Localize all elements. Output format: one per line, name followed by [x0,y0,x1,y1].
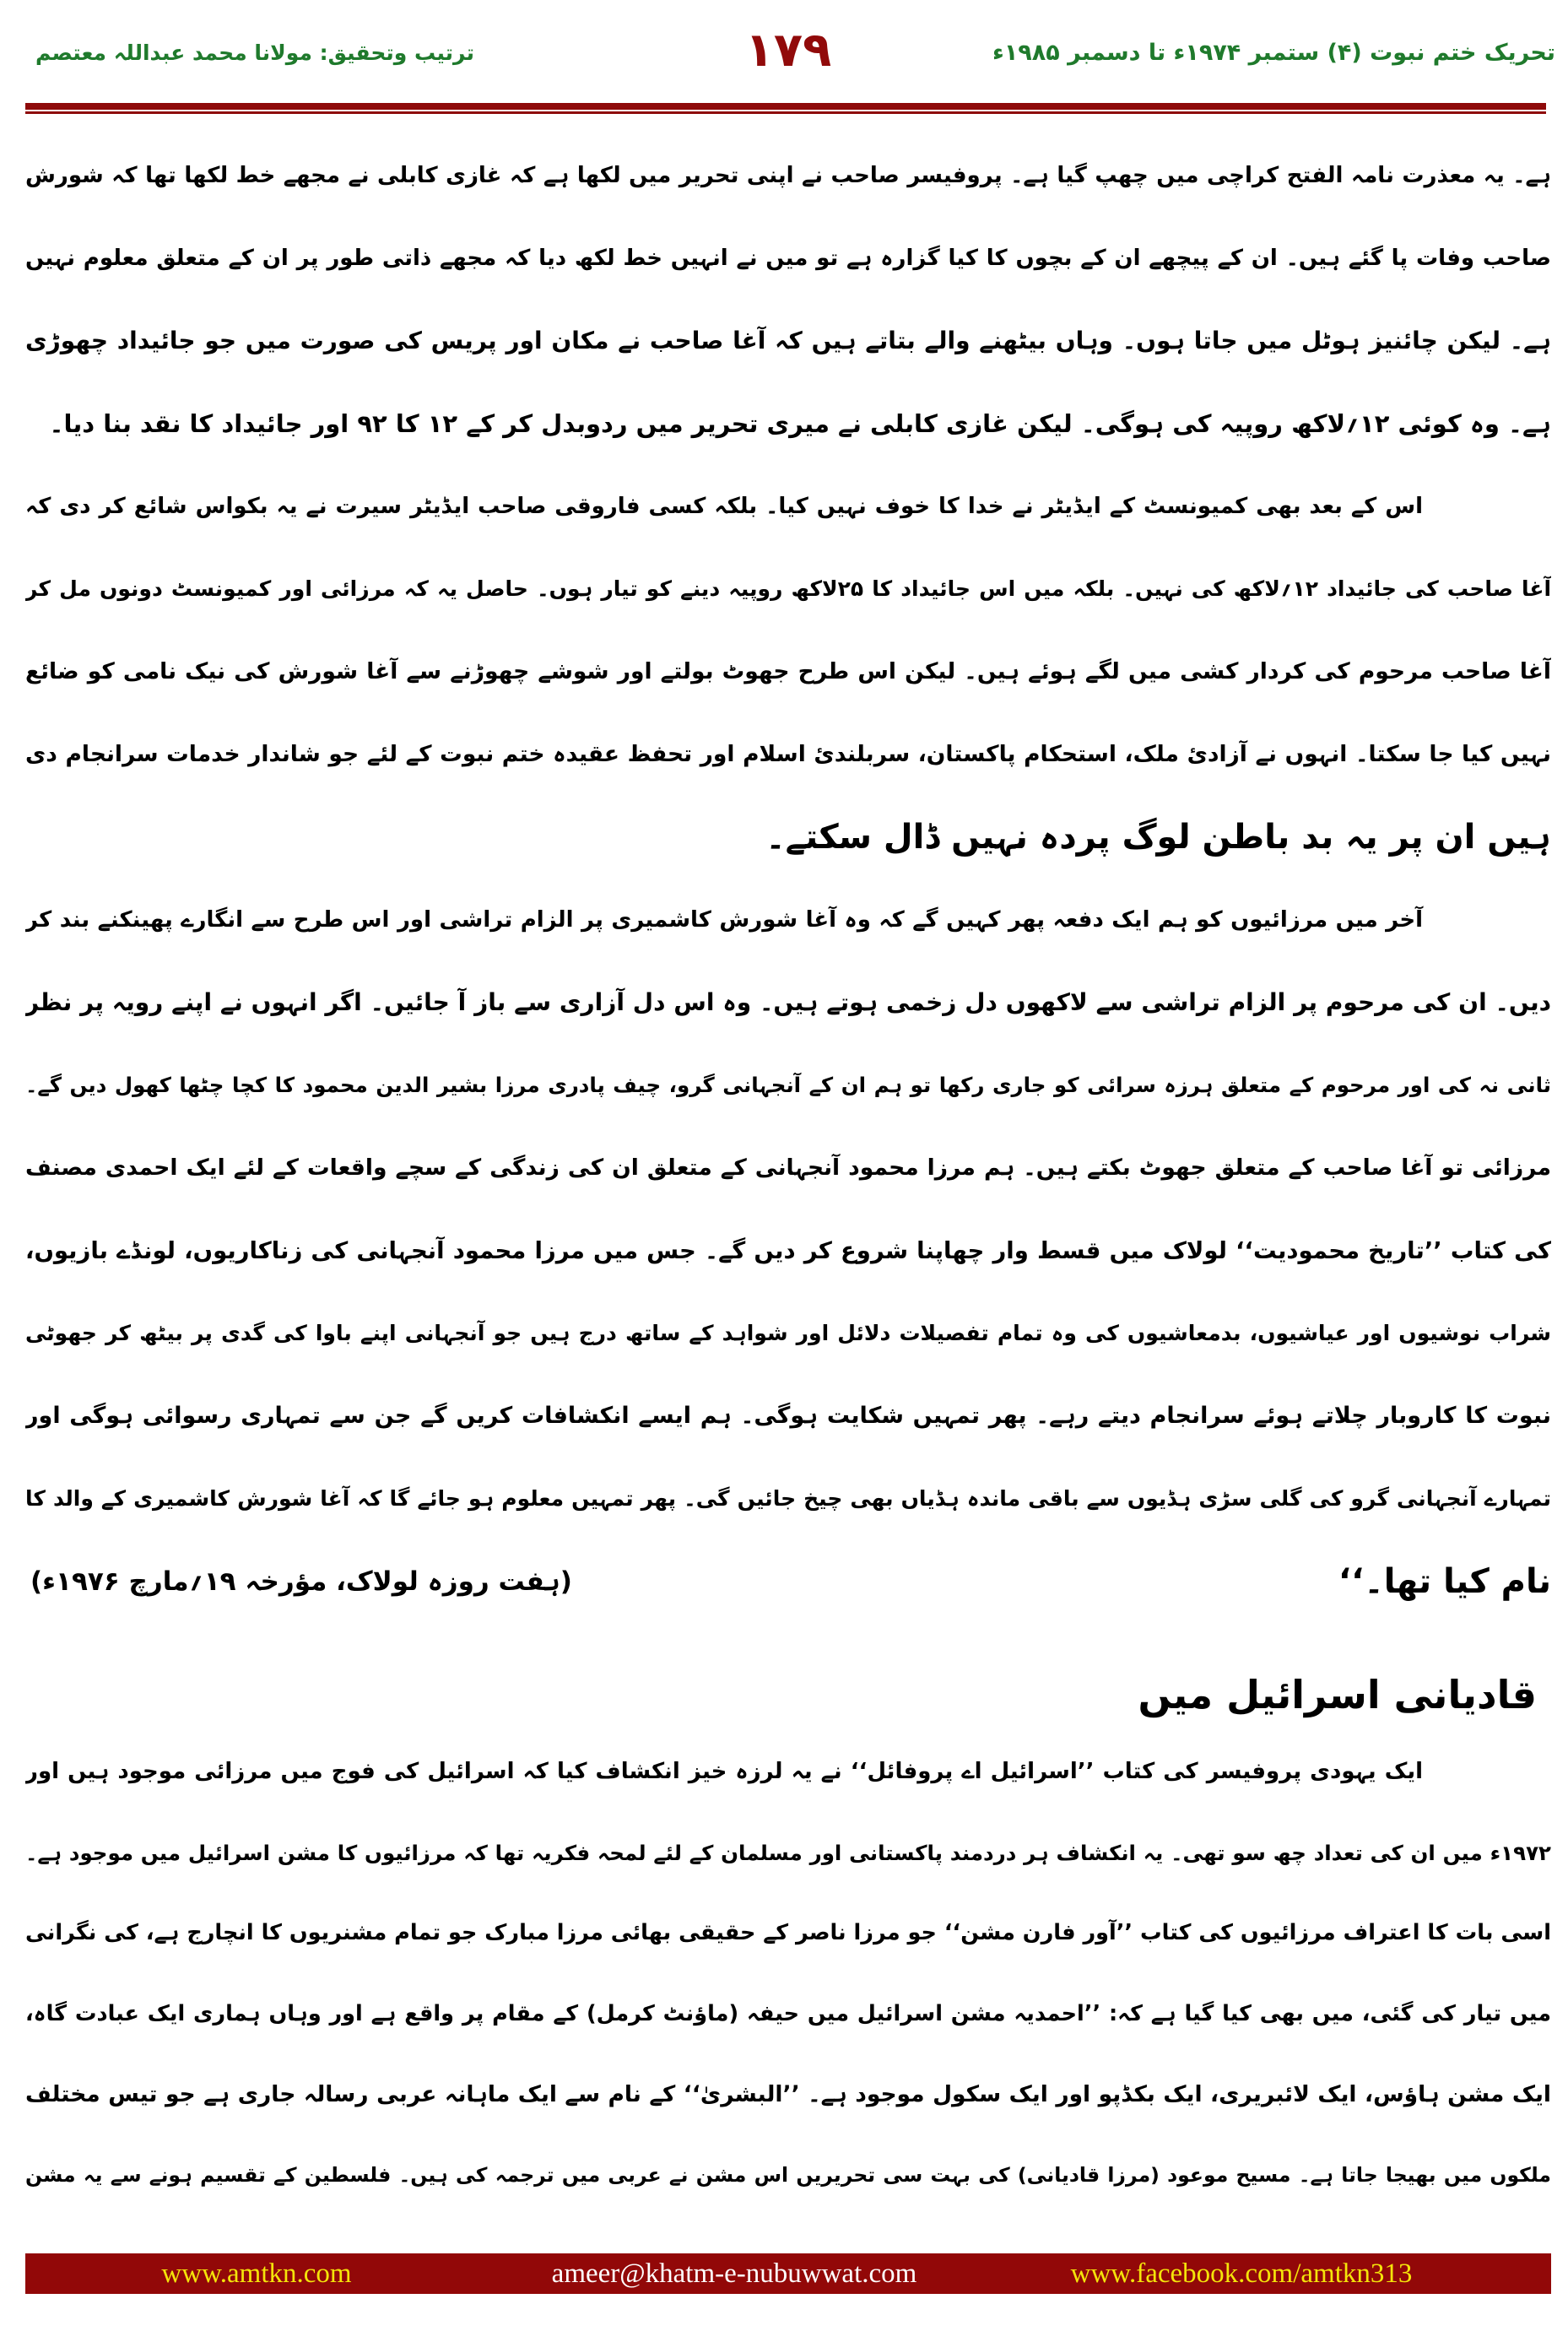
page-number: ۱۷۹ [744,23,832,78]
text-line: نبوت کا کاروبار چلاتے ہوئے سرانجام دیتے رہے۔ پھر تمہیں شکایت ہوگی۔ ہم ایسے انکشافات کریں گے جن سے تمہاری رسوائی ہوگی اور [25,1403,1551,1429]
email-link[interactable]: ameer@khatm-e-nubuwwat.com [551,2258,917,2289]
text-line: شراب نوشیوں اور عیاشیوں، بدمعاشیوں کی وہ تمام تفصیلات دلائل اور شواہد کے ساتھ درج ہیں جو آنجہانی اپنے باوا کی گدی پر بیٹھ کر جھوٹی [25,1321,1551,1345]
text-line: ہے۔ وہ کوئی ۱۲؍لاکھ روپیہ کی ہوگی۔ لیکن غازی کابلی نے میری تحریر میں ردوبدل کر کے ۱۲ کا ۹۲ اور جائیداد کا نقد بنا دیا۔ [49,409,1551,438]
text-line: ملکوں میں بھیجا جاتا ہے۔ مسیح موعود (مرزا قادیانی) کی بہت سی تحریریں اس مشن نے عربی میں ترجمہ کی ہیں۔ فلسطین کے تقسیم ہونے سے یہ مشن [25,2162,1551,2187]
body-text [25,134,1551,2215]
text-line: دیں۔ ان کی مرحوم پر الزام تراشی سے لاکھوں دل زخمی ہوتے ہیں۔ وہ اس دل آزاری سے باز آ جائیں۔ اگر انہوں نے اپنے رویہ پر نظر [25,988,1551,1016]
text-line: تمہارے آنجہانی گرو کی گلی سڑی ہڈیوں سے باقی ماندہ ہڈیاں بھی چیخ جائیں گی۔ پھر تمہیں معلوم ہو جائے گا کہ آغا شورش کاشمیری کے والد کا [25,1486,1551,1511]
text-line: صاحب وفات پا گئے ہیں۔ ان کے پیچھے ان کے بچوں کا کیا گزارہ ہے تو میں نے انہیں خط لکھ دیا کہ مجھے ذاتی طور پر ان کے متعلق معلوم نہیں [25,246,1551,271]
quote-end-text: نام کیا تھا۔‘‘ [1338,1562,1551,1601]
text-line: مرزائی تو آغا صاحب کے متعلق جھوٹ بکتے ہیں۔ ہم مرزا محمود آنجہانی کے متعلق ان کی زندگی کے سچے واقعات کے لئے ایک احمدی مصنف [25,1155,1551,1181]
text-line: ہے۔ یہ معذرت نامہ الفتح کراچی میں چھپ گیا ہے۔ پروفیسر صاحب نے اپنی تحریر میں لکھا ہے کہ غازی کابلی نے مجھے خط لکھا تھا کہ شورش [25,163,1551,188]
text-line: اسی بات کا اعتراف مرزائیوں کی کتاب ’’آور فارن مشن‘‘ جو مرزا ناصر کے حقیقی بھائی مرزا مبارک جو تمام مشنریوں کا انچارج ہے، کی نگرانی [25,1920,1551,1945]
footer-band [25,2253,1551,2294]
source-citation: (ہفت روزہ لولاک، مؤرخہ ۱۹؍مارچ ۱۹۷۶ء) [30,1566,572,1597]
text-line: ایک یہودی پروفیسر کی کتاب ’’اسرائیل اے پروفائل‘‘ نے یہ لرزہ خیز انکشاف کیا کہ اسرائیل کی فوج میں مرزائی موجود ہیں اور [25,1759,1423,1784]
text-line: ثانی نہ کی اور مرحوم کے متعلق ہرزہ سرائی کو جاری رکھا تو ہم ان کے آنجہانی گرو، چیف پادری مرزا بشیر الدین محمود کا کچا چٹھا کھول دیں گے۔ [25,1073,1551,1097]
text-line: آخر میں مرزائیوں کو ہم ایک دفعہ پھر کہیں گے کہ وہ آغا شورش کاشمیری پر الزام تراشی اور اس طرح سے انگارے پھینکنے بند کر [25,907,1423,933]
text-line: ہیں ان پر یہ بد باطن لوگ پردہ نہیں ڈال سکتے۔ [765,818,1551,857]
text-line: ہے۔ لیکن چائنیز ہوٹل میں جاتا ہوں۔ وہاں بیٹھنے والے بتاتے ہیں کہ آغا صاحب نے مکان اور پریس کی صورت میں جو جائیداد چھوڑی [25,327,1551,354]
text-line: آغا صاحب مرحوم کی کردار کشی میں لگے ہوئے ہیں۔ لیکن اس طرح جھوٹ بولتے اور شوشے چھوڑنے سے آغا شورش کی نیک نامی کو ضائع [25,658,1551,684]
quote-end-row [25,1540,1551,1623]
book-title: تحریک ختم نبوت (۴) ستمبر ۱۹۷۴ء تا دسمبر ۱۹۸۵ء [992,40,1555,66]
text-line: کی کتاب ’’تاریخ محمودیت‘‘ لولاک میں قسط وار چھاپنا شروع کر دیں گے۔ جس میں مرزا محمود آنجہانی کی زناکاریوں، لونڈے بازیوں، [25,1237,1551,1264]
text-line: میں تیار کی گئی، میں بھی کیا گیا ہے کہ: ’’احمدیہ مشن اسرائیل میں حیفہ (ماؤنٹ کرمل) کے مقام پر واقع ہے اور وہاں ہماری ایک عبادت گاہ، [25,2000,1551,2026]
text-line: ایک مشن ہاؤس، ایک لائبریری، ایک بکڈپو اور ایک سکول موجود ہے۔ ’’البشریٰ‘‘ کے نام سے ایک ماہانہ عربی رسالہ جاری ہے جو تیس مختلف [25,2081,1551,2107]
text-line: اس کے بعد بھی کمیونسٹ کے ایڈیٹر نے خدا کا خوف نہیں کیا۔ بلکہ کسی فاروقی صاحب ایڈیٹر سیرت نے یہ بکواس شائع کر دی کہ [25,494,1423,519]
website-link[interactable]: www.amtkn.com [161,2258,352,2289]
compiler-credit: ترتیب وتحقیق: مولانا محمد عبداللہ معتصم [35,41,474,65]
header-rule-thick [25,103,1546,110]
text-line: نہیں کیا جا سکتا۔ انہوں نے آزادیٔ ملک، استحکام پاکستان، سربلندیٔ اسلام اور تحفظ عقیدہ ختم نبوت کے لئے جو شاندار خدمات سرانجام دی [25,741,1551,767]
section-heading: قادیانی اسرائیل میں [1138,1672,1537,1717]
header-rule-thin [25,111,1546,114]
text-line: آغا صاحب کی جائیداد ۱۲؍لاکھ کی نہیں۔ بلکہ میں اس جائیداد کا ۲۵لاکھ روپیہ دینے کو تیار ہوں۔ حاصل یہ کہ مرزائی اور کمیونسٹ دونوں مل کر [25,576,1551,601]
text-line: ۱۹۷۲ء میں ان کی تعداد چھ سو تھی۔ یہ انکشاف ہر دردمند پاکستانی اور مسلمان کے لئے لمحہ فکریہ تھا کہ مرزائیوں کا مشن اسرائیل میں موجود ہے۔ [25,1840,1551,1865]
facebook-link[interactable]: www.facebook.com/amtkn313 [1070,2258,1413,2289]
section-body [25,1732,1551,2215]
